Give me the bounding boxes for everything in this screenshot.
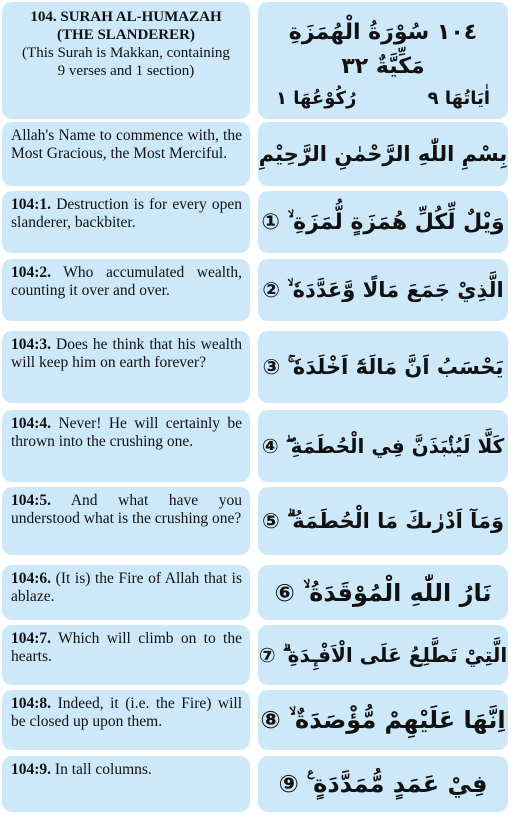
- verse-ref: 104:7.: [11, 630, 52, 647]
- verse-english-cell: [2, 410, 250, 482]
- arabic-surah-title: ١٠٤ سُوْرَةُ الْهُمَزَةِ مَكِّيَّةٌ ٣٢: [288, 20, 478, 79]
- verse-arabic: الَّذِيْ جَمَعَ مَالًا وَّعَدَّدَهٗ ۙ ②: [262, 277, 504, 302]
- arabic-ruku-count: رُكُوْعُهَا ١: [276, 88, 357, 109]
- verse-arabic: كَلَّا لَيُنْۢبَذَنَّ فِي الْحُطَمَةِ ۖ ④: [261, 434, 505, 458]
- bismillah-english: Allah's Name to commence with, the Most Gracious, the Most Merciful.: [11, 127, 242, 162]
- verse-english: [2, 191, 250, 236]
- verse-text: Does he think that his wealth will keep him on earth forever?: [11, 336, 243, 371]
- verse-arabic: نَارُ اللّٰهِ الْمُوْقَدَةُ ۙ ⑥: [274, 578, 492, 607]
- verse-english: [2, 756, 250, 783]
- verse-arabic-cell: [258, 259, 508, 321]
- verse-arabic: وَمَآ اَدْرٰىكَ مَا الْحُطَمَةُ ۗ ⑤: [261, 508, 505, 533]
- verse-english: [2, 487, 250, 532]
- bismillah-arabic-cell: [258, 122, 508, 186]
- verse-arabic: فِيْ عَمَدٍ مُّمَدَّدَةٍ ࣖ ⑨: [278, 770, 488, 798]
- verse-arabic-cell: [258, 756, 508, 812]
- verse-english-cell: [2, 191, 250, 253]
- verse-ref: 104:6.: [11, 570, 52, 587]
- verse-ref: 104:5.: [11, 492, 52, 509]
- verse-english-cell: [2, 259, 250, 321]
- verse-arabic-cell: [258, 191, 508, 253]
- verse-english: [2, 690, 250, 735]
- verse-text: Which will climb on to the hearts.: [11, 630, 242, 665]
- verse-text: (It is) the Fire of Allah that is ablaze.: [11, 570, 243, 605]
- verse-text: Indeed, it (i.e. the Fire) will be closed up upon them.: [11, 695, 243, 730]
- verse-english-cell: [2, 487, 250, 555]
- verse-english: [2, 565, 250, 610]
- surah-number-title: 104. SURAH AL-HUMAZAH: [30, 9, 222, 25]
- surah-note-line2: 9 verses and 1 section): [57, 63, 195, 79]
- verse-arabic-cell: [258, 331, 508, 403]
- surah-note-line1: (This Surah is Makkan, containing: [22, 45, 230, 61]
- arabic-ayat-count: اٰيَاتُهَا ٩: [427, 88, 490, 109]
- verse-arabic-cell: [258, 690, 508, 750]
- verse-arabic: اِنَّهَا عَلَيْهِمْ مُّؤْصَدَةٌ ۙ ⑧: [260, 706, 506, 734]
- verse-text: Destruction is for every open slanderer, backbiter.: [11, 196, 243, 231]
- verse-arabic-cell: [258, 487, 508, 555]
- verse-ref: 104:9.: [11, 761, 52, 778]
- surah-subtitle: (THE SLANDERER): [57, 27, 195, 43]
- header-arabic-cell: [258, 2, 508, 119]
- verse-english-cell: [2, 565, 250, 620]
- verse-english: [2, 259, 250, 304]
- verse-english-cell: [2, 625, 250, 685]
- verse-english: [2, 331, 250, 376]
- verse-english-cell: [2, 690, 250, 750]
- verse-english-cell: [2, 756, 250, 812]
- verse-arabic: وَيْلٌ لِّكُلِّ هُمَزَةٍ لُّمَزَةِ ۙ ①: [261, 209, 505, 235]
- verse-ref: 104:1.: [11, 196, 52, 213]
- verse-arabic-cell: [258, 410, 508, 482]
- verse-english: [2, 410, 250, 455]
- verse-text: Who accumulated wealth, counting it over and over.: [11, 264, 242, 299]
- verse-text: In tall columns.: [54, 761, 152, 778]
- verse-arabic-cell: [258, 565, 508, 620]
- verse-ref: 104:4.: [11, 415, 52, 432]
- verse-english: [2, 625, 250, 670]
- bismillah-arabic: بِسْمِ اللّٰهِ الرَّحْمٰنِ الرَّحِيْمِ: [258, 142, 508, 166]
- verse-arabic: الَّتِيْ تَطَّلِعُ عَلَى الْاَفْـِٕدَةِ ۗ ⑦: [258, 643, 508, 667]
- verse-arabic: يَحْسَبُ اَنَّ مَالَهٗٓ اَخْلَدَهٗ ۚ ③: [262, 354, 504, 379]
- header-english-cell: [2, 2, 250, 119]
- verse-ref: 104:8.: [11, 695, 52, 712]
- verse-arabic-cell: [258, 625, 508, 685]
- bismillah-english-cell: [2, 122, 250, 186]
- verse-text: And what have you understood what is the crushing one?: [11, 492, 242, 527]
- verse-english-cell: [2, 331, 250, 403]
- verse-ref: 104:2.: [11, 264, 52, 281]
- verse-ref: 104:3.: [11, 336, 52, 353]
- verse-text: Never! He will certainly be thrown into the crushing one.: [11, 415, 243, 450]
